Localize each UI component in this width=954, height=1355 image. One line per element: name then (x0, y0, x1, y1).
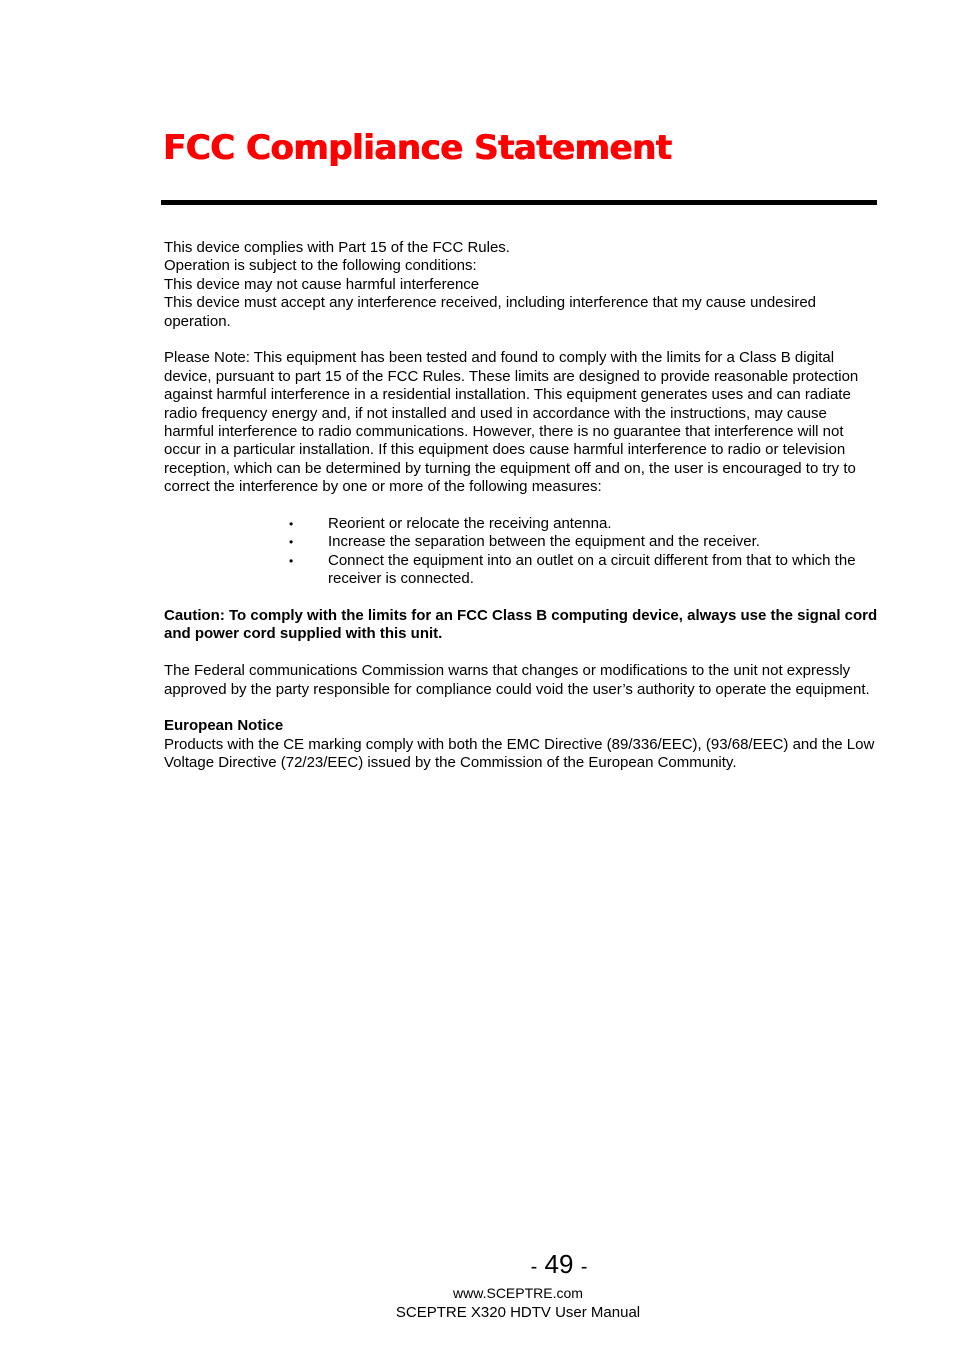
measures-list (164, 515, 880, 589)
bullet-icon: • (289, 517, 294, 532)
document-body (164, 239, 880, 773)
intro-line: Operation is subject to the following conditions: (164, 257, 477, 275)
list-item (289, 533, 880, 551)
list-item-text: Increase the separation between the equipment and the receiver. (328, 533, 760, 551)
intro-line: This device complies with Part 15 of the FCC Rules. (164, 239, 510, 256)
please-note-paragraph: Please Note: This equipment has been tested and found to comply with the limits for a Class B digital device, pursuant to part 15 of the FCC Rules. These limits are designed to provide reasonable protection against harmful interference in a residential installation. This equipment generates uses and can radiate radio frequency energy and, if not installed and used in accordance with the instructions, may cause harmful interference to radio communications. However, there is no guarantee that interference will not occur in a particular installation. If this equipment does cause harmful interference to radio or television reception, which can be determined by turning the equipment off and on, the user is encouraged to try to correct the interference by one or more of the following measures: (164, 349, 859, 496)
title-divider (161, 200, 877, 205)
european-notice-heading: European Notice (164, 717, 284, 735)
bullet-icon: • (289, 553, 294, 568)
caution-paragraph: Caution: To comply with the limits for an FCC Class B computing device, always use the signal cord and power cord supplied with this unit. (164, 607, 878, 643)
page-footer (0, 1248, 954, 1323)
list-item (289, 515, 880, 533)
european-notice-paragraph: Products with the CE marking comply with both the EMC Directive (89/336/EEC), (93/68/EEC) and the Low Voltage Directive (72/23/EEC) issued by the Commission of the European Community. (164, 735, 875, 772)
page-number-value: 49 (544, 1249, 574, 1279)
list-item-text: Reorient or relocate the receiving antenna. (328, 515, 612, 533)
page-number: - 49 - (530, 1249, 588, 1279)
page-title: FCC Compliance Statement (163, 128, 672, 168)
list-item-text: Connect the equipment into an outlet on a circuit different from that to which the receiver is connected. (328, 551, 856, 588)
intro-line: This device must accept any interference received, including interference that my cause undesired operation. (164, 294, 817, 330)
footer-manual-title: SCEPTRE X320 HDTV User Manual (395, 1304, 641, 1321)
footer-website: www.SCEPTRE.com (453, 1285, 583, 1301)
fcc-warning-paragraph: The Federal communications Commission warns that changes or modifications to the unit not expressly approved by the party responsible for compliance could void the user’s authority to operate the equipment. (164, 662, 870, 698)
intro-line: This device may not cause harmful interference (164, 275, 480, 293)
list-item (289, 551, 880, 589)
bullet-icon: • (289, 535, 294, 550)
